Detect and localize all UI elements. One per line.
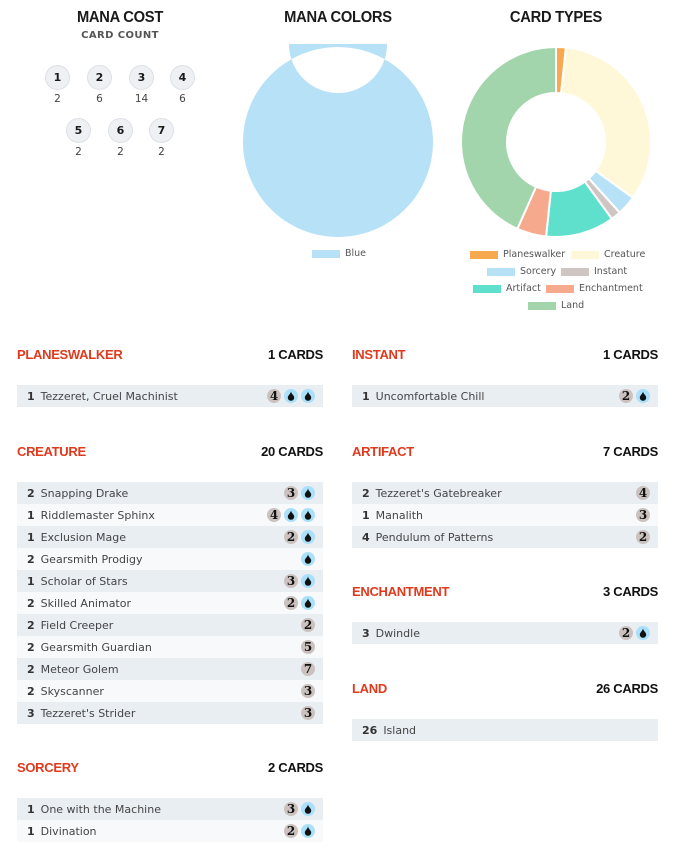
cost-bubble-4: 4 — [170, 65, 195, 90]
blue-mana-icon — [636, 626, 650, 640]
card-quantity: 4 — [362, 530, 370, 544]
cost-count-6: 2 — [117, 146, 124, 158]
legend-label: Instant — [594, 266, 628, 277]
mana-cost — [636, 486, 650, 500]
card-name[interactable]: Gearsmith Prodigy — [40, 552, 143, 566]
card-row[interactable] — [352, 482, 658, 504]
card-quantity: 1 — [27, 508, 35, 522]
card-name[interactable]: Field Creeper — [40, 618, 114, 632]
section-artifact — [352, 444, 658, 548]
card-name[interactable]: Pendulum of Patterns — [375, 530, 494, 544]
section-sorcery — [17, 760, 323, 842]
generic-mana-icon: 2 — [619, 389, 633, 403]
section-header — [352, 681, 658, 701]
mana-cost — [267, 389, 315, 403]
legend-swatch — [571, 251, 599, 259]
cost-bubble-3: 3 — [129, 65, 154, 90]
card-row[interactable] — [352, 719, 658, 741]
generic-mana-icon: 3 — [301, 684, 315, 698]
card-quantity: 1 — [362, 389, 370, 403]
blue-mana-icon — [284, 508, 298, 522]
cost-count-5: 2 — [75, 146, 82, 158]
mana-colors-donut — [240, 44, 436, 240]
generic-mana-icon: 5 — [301, 640, 315, 654]
section-title: INSTANT — [352, 347, 406, 362]
section-header — [17, 347, 323, 367]
section-header — [352, 584, 658, 604]
section-card-count: 3 CARDS — [603, 584, 658, 599]
card-name[interactable]: Tezzeret's Strider — [40, 706, 136, 720]
legend-label: Planeswalker — [503, 249, 566, 260]
card-quantity: 2 — [362, 486, 370, 500]
legend-item-artifact[interactable] — [473, 283, 541, 294]
legend-swatch — [561, 268, 589, 276]
card-name[interactable]: Tezzeret, Cruel Machinist — [40, 389, 178, 403]
generic-mana-icon: 3 — [284, 802, 298, 816]
legend-item-creature[interactable] — [571, 249, 645, 260]
mana-cost — [636, 508, 650, 522]
section-header — [17, 760, 323, 780]
legend-item-sorcery[interactable] — [487, 266, 556, 277]
mana-cost — [301, 640, 315, 654]
blue-mana-icon — [301, 552, 315, 566]
legend-item-enchantment[interactable] — [546, 283, 643, 294]
blue-mana-icon — [301, 574, 315, 588]
cost-bubble-1: 1 — [45, 65, 70, 90]
slice-creature — [561, 48, 651, 198]
mana-cost — [301, 662, 315, 676]
generic-mana-icon: 2 — [284, 596, 298, 610]
card-row[interactable] — [17, 702, 323, 724]
mana-cost — [284, 802, 315, 816]
card-quantity: 1 — [27, 824, 35, 838]
card-quantity: 26 — [362, 723, 378, 737]
card-row[interactable] — [17, 820, 323, 842]
mana-cost — [267, 508, 315, 522]
card-row[interactable] — [17, 482, 323, 504]
blue-mana-icon — [301, 486, 315, 500]
section-title: CREATURE — [17, 444, 86, 459]
card-name[interactable]: Scholar of Stars — [40, 574, 128, 588]
section-card-count: 1 CARDS — [603, 347, 658, 362]
generic-mana-icon: 4 — [267, 508, 281, 522]
card-row[interactable] — [352, 504, 658, 526]
card-quantity: 2 — [27, 596, 35, 610]
card-name[interactable]: Dwindle — [375, 626, 420, 640]
card-name[interactable]: Riddlemaster Sphinx — [40, 508, 155, 522]
mana-cost — [284, 824, 315, 838]
section-title: LAND — [352, 681, 387, 696]
card-name[interactable]: Skyscanner — [40, 684, 104, 698]
generic-mana-icon: 2 — [619, 626, 633, 640]
section-card-count: 2 CARDS — [268, 760, 323, 775]
card-quantity: 2 — [27, 618, 35, 632]
section-card-count: 7 CARDS — [603, 444, 658, 459]
mana-cost — [301, 706, 315, 720]
card-list — [352, 385, 658, 407]
legend-label: Artifact — [506, 283, 541, 294]
card-name[interactable]: Manalith — [375, 508, 423, 522]
section-creature — [17, 444, 323, 724]
card-types-title: CARD TYPES — [509, 9, 603, 26]
cost-count-4: 6 — [179, 93, 186, 105]
generic-mana-icon: 4 — [636, 486, 650, 500]
legend-swatch — [470, 251, 498, 259]
mana-cost-title: MANA COST — [76, 9, 164, 26]
card-row[interactable] — [352, 385, 658, 407]
card-name[interactable]: Gearsmith Guardian — [40, 640, 152, 654]
card-list — [17, 482, 323, 724]
legend-label: Creature — [604, 249, 646, 260]
section-instant — [352, 347, 658, 407]
cost-count-1: 2 — [54, 93, 61, 105]
section-land — [352, 681, 658, 741]
card-row[interactable] — [17, 526, 323, 548]
card-quantity: 1 — [27, 389, 35, 403]
blue-mana-icon — [301, 389, 315, 403]
legend-item-land[interactable] — [528, 300, 584, 311]
blue-mana-icon — [301, 530, 315, 544]
section-title: ARTIFACT — [352, 444, 414, 459]
card-quantity: 3 — [362, 626, 370, 640]
section-card-count: 26 CARDS — [596, 681, 658, 696]
card-list — [17, 385, 323, 407]
mana-colors-title: MANA COLORS — [284, 9, 392, 26]
legend-label: Blue — [345, 248, 367, 259]
mana-cost — [619, 389, 650, 403]
legend-swatch — [473, 285, 501, 293]
card-count-subtitle: CARD COUNT — [81, 30, 159, 41]
card-row[interactable] — [17, 548, 323, 570]
section-enchantment — [352, 584, 658, 644]
generic-mana-icon: 4 — [267, 389, 281, 403]
card-name[interactable]: Divination — [40, 824, 97, 838]
legend-item-blue[interactable] — [312, 248, 366, 259]
card-name[interactable]: One with the Machine — [40, 802, 161, 816]
blue-mana-icon — [301, 824, 315, 838]
card-quantity: 1 — [27, 574, 35, 588]
card-quantity: 3 — [27, 706, 35, 720]
legend-label: Land — [561, 300, 585, 311]
card-quantity: 1 — [27, 530, 35, 544]
generic-mana-icon: 2 — [301, 618, 315, 632]
mana-cost — [301, 618, 315, 632]
legend-item-instant[interactable] — [561, 266, 627, 277]
mana-cost — [301, 552, 315, 566]
card-quantity: 1 — [27, 802, 35, 816]
card-list — [352, 622, 658, 644]
legend-label: Sorcery — [520, 266, 557, 277]
section-title: PLANESWALKER — [17, 347, 123, 362]
card-name[interactable]: Tezzeret's Gatebreaker — [375, 486, 502, 500]
blue-mana-icon — [301, 802, 315, 816]
blue-mana-icon — [636, 389, 650, 403]
card-row[interactable] — [17, 570, 323, 592]
card-row[interactable] — [17, 680, 323, 702]
legend-swatch — [528, 302, 556, 310]
section-header — [352, 444, 658, 464]
generic-mana-icon: 2 — [284, 824, 298, 838]
mana-cost — [284, 486, 315, 500]
section-card-count: 1 CARDS — [268, 347, 323, 362]
cost-bubble-2: 2 — [87, 65, 112, 90]
legend-swatch — [487, 268, 515, 276]
card-quantity: 2 — [27, 684, 35, 698]
card-types-donut — [459, 45, 653, 239]
mana-cost — [284, 596, 315, 610]
card-row[interactable] — [17, 504, 323, 526]
card-name[interactable]: Exclusion Mage — [40, 530, 126, 544]
section-card-count: 20 CARDS — [261, 444, 323, 459]
legend-label: Enchantment — [579, 283, 643, 294]
card-quantity: 2 — [27, 640, 35, 654]
mana-cost — [636, 530, 650, 544]
card-row[interactable] — [17, 385, 323, 407]
blue-mana-icon — [301, 508, 315, 522]
card-list — [17, 798, 323, 842]
section-header — [17, 444, 323, 464]
mana-cost — [619, 626, 650, 640]
card-row[interactable] — [352, 526, 658, 548]
card-list — [352, 482, 658, 548]
cost-bubble-5: 5 — [66, 118, 91, 143]
blue-mana-icon — [301, 596, 315, 610]
legend-swatch — [312, 250, 340, 258]
card-row[interactable] — [17, 636, 323, 658]
card-quantity: 2 — [27, 662, 35, 676]
generic-mana-icon: 3 — [301, 706, 315, 720]
card-quantity: 2 — [27, 486, 35, 500]
card-quantity: 1 — [362, 508, 370, 522]
cost-bubble-7: 7 — [149, 118, 174, 143]
card-name[interactable]: Snapping Drake — [40, 486, 129, 500]
cost-count-2: 6 — [96, 93, 103, 105]
card-row[interactable] — [352, 622, 658, 644]
generic-mana-icon: 2 — [636, 530, 650, 544]
generic-mana-icon: 3 — [284, 486, 298, 500]
blue-mana-icon — [284, 389, 298, 403]
section-title: ENCHANTMENT — [352, 584, 450, 599]
card-quantity: 2 — [27, 552, 35, 566]
section-title: SORCERY — [17, 760, 79, 775]
cost-bubble-6: 6 — [108, 118, 133, 143]
card-row[interactable] — [17, 798, 323, 820]
mana-cost — [284, 574, 315, 588]
card-row[interactable] — [17, 658, 323, 680]
generic-mana-icon: 2 — [284, 530, 298, 544]
mana-cost — [284, 530, 315, 544]
generic-mana-icon: 3 — [636, 508, 650, 522]
card-row[interactable] — [17, 614, 323, 636]
card-name[interactable]: Island — [383, 723, 417, 737]
generic-mana-icon: 7 — [301, 662, 315, 676]
cost-count-3: 14 — [134, 93, 149, 105]
card-name[interactable]: Uncomfortable Chill — [375, 389, 485, 403]
card-list — [352, 719, 658, 741]
card-name[interactable]: Skilled Animator — [40, 596, 131, 610]
cost-count-7: 2 — [158, 146, 165, 158]
mana-cost — [301, 684, 315, 698]
generic-mana-icon: 3 — [284, 574, 298, 588]
legend-item-planeswalker[interactable] — [470, 249, 565, 260]
legend-swatch — [546, 285, 574, 293]
section-planeswalker — [17, 347, 323, 407]
card-row[interactable] — [17, 592, 323, 614]
section-header — [352, 347, 658, 367]
card-name[interactable]: Meteor Golem — [40, 662, 119, 676]
